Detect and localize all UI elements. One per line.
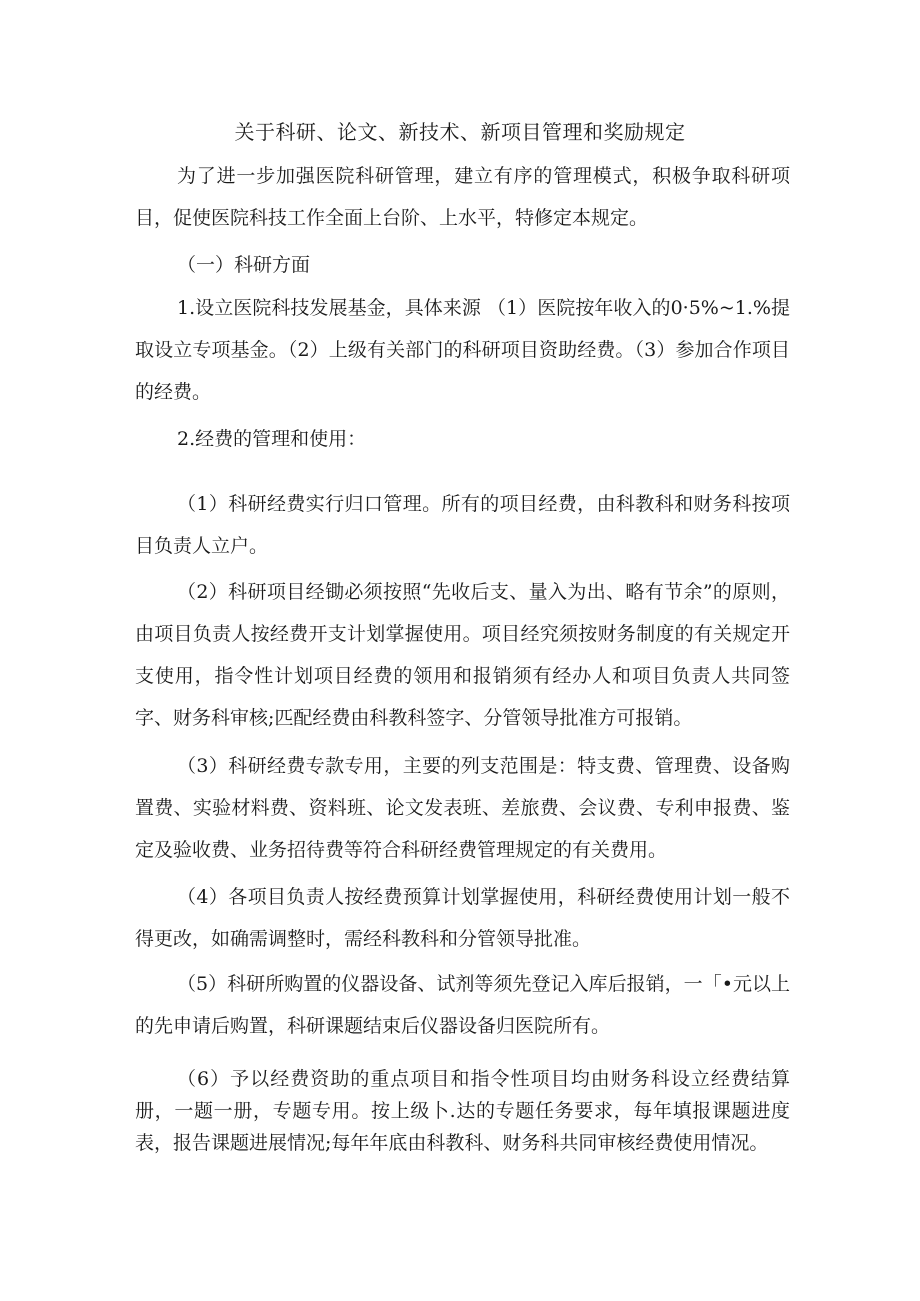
paragraph-item-3: （3）科研经费专款专用，主要的列支范围是：特支费、管理费、设备购置费、实验材料费、资料班、论文发表班、差旅费、会议费、专利申报费、鉴定及验收费、业务招待费等符合科研经费管理规定的有关费用。 bbox=[135, 755, 790, 861]
paragraph-item-5: （5）科研所购置的仪器设备、试剂等须先登记入库后报销，一「•元以上的先申请后购置，科研课题结束后仪器设备归医院所有。 bbox=[135, 973, 790, 1037]
section-heading-research: （一）科研方面 bbox=[177, 254, 311, 276]
paragraph-fund-management: 2.经费的管理和使用： bbox=[177, 428, 367, 450]
document-title: 关于科研、论文、新技术、新项目管理和奖励规定 bbox=[234, 120, 686, 144]
paragraph-item-4: （4）各项目负责人按经费预算计划掌握使用，科研经费使用计划一般不得更改，如确需调整时，需经科教科和分管领导批准。 bbox=[135, 886, 790, 950]
paragraph-item-6: （6）予以经费资助的重点项目和指令性项目均由财务科设立经费结算册，一题一册，专题专用。按上级卜.达的专题任务要求，每年填报课题进度表，报告课题进展情况;每年年底由科教科、财务科共同审核经费使用情况。 bbox=[135, 1068, 790, 1154]
intro-paragraph: 为了进一步加强医院科研管理，建立有序的管理模式，积极争取科研项目，促使医院科技工作全面上台阶、上水平，特修定本规定。 bbox=[135, 165, 790, 229]
paragraph-item-1: （1）科研经费实行归口管理。所有的项目经费，由科教科和财务科按项目负责人立户。 bbox=[135, 493, 790, 557]
paragraph-item-2: （2）科研项目经锄必须按照“先收后支、量入为出、略有节余”的原则，由项目负责人按经费开支计划掌握使用。项目经究须按财务制度的有关规定开支使用，指令性计划项目经费的领用和报销须有经办人和项目负责人共同签字、财务科审核;匹配经费由科教科签字、分管领导批准方可报销。 bbox=[135, 581, 790, 729]
paragraph-fund-source: 1.设立医院科技发展基金，具体来源 （1）医院按年收入的0·5%~1.%提取设立专项基金。（2）上级有关部门的科研项目资助经费。（3）参加合作项目的经费。 bbox=[135, 297, 790, 403]
